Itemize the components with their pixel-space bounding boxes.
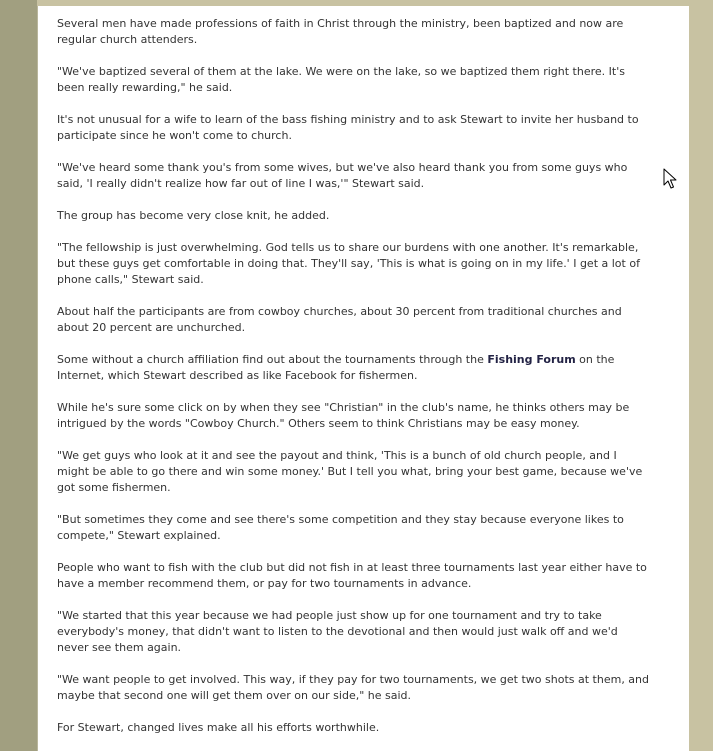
paragraph-with-link bbox=[57, 352, 675, 384]
paragraph-text: on the Internet, which Stewart described as like Facebook for fishermen. bbox=[57, 353, 615, 382]
paragraph: "We want people to get involved. This way, if they pay for two tournaments, we get two shots at them, and maybe that second one will get them over on our side," he said. bbox=[57, 673, 650, 702]
mouse-pointer-icon bbox=[663, 168, 677, 190]
left-sidebar-rail bbox=[0, 0, 37, 751]
paragraph: Several men have made professions of faith in Christ through the ministry, been baptized and now are regular church attenders. bbox=[57, 17, 624, 46]
paragraph: About half the participants are from cowboy churches, about 30 percent from traditional churches and about 20 percent are unchurched. bbox=[57, 305, 622, 334]
paragraph: "We've heard some thank you's from some wives, but we've also heard thank you from some guys who said, 'I really didn't realize how far out of line I was,'" Stewart said. bbox=[57, 161, 628, 190]
paragraph: "We get guys who look at it and see the payout and think, 'This is a bunch of old church people, and I might be able to go there and win some money.' But I tell you what, bring your best game, because we've got some fishermen. bbox=[57, 449, 643, 494]
paragraph: "We've baptized several of them at the lake. We were on the lake, so we baptized them right there. It's been really rewarding," he said. bbox=[57, 65, 625, 94]
paragraph: "The fellowship is just overwhelming. God tells us to share our burdens with one another. It's remarkable, but these guys get comfortable in doing that. They'll say, 'This is what is going on in my life.' I get a lot of phone calls," Stewart said. bbox=[57, 241, 640, 286]
paragraph: It's not unusual for a wife to learn of the bass fishing ministry and to ask Stewart to invite her husband to participate since he won't come to church. bbox=[57, 113, 639, 142]
paragraph: "But sometimes they come and see there's some competition and they stay because everyone likes to compete," Stewart explained. bbox=[57, 513, 624, 542]
right-sidebar-rail bbox=[689, 0, 713, 751]
fishing-forum-link[interactable]: Fishing Forum bbox=[487, 353, 576, 366]
paragraph: The group has become very close knit, he added. bbox=[57, 209, 330, 222]
paragraph: For Stewart, changed lives make all his efforts worthwhile. bbox=[57, 721, 380, 734]
article-content bbox=[37, 6, 689, 751]
paragraph: "We started that this year because we had people just show up for one tournament and try to take everybody's money, that didn't want to listen to the devotional and then would just walk off and we'd never see them again. bbox=[57, 609, 618, 654]
paragraph: People who want to fish with the club but did not fish in at least three tournaments last year either have to have a member recommend them, or pay for two tournaments in advance. bbox=[57, 561, 647, 590]
paragraph-text: Some without a church affiliation find out about the tournaments through the bbox=[57, 353, 488, 366]
paragraph: While he's sure some click on by when they see "Christian" in the club's name, he thinks others may be intrigued by the words "Cowboy Church." Others seem to think Christians may be easy money. bbox=[57, 401, 630, 430]
article-body bbox=[57, 16, 675, 751]
